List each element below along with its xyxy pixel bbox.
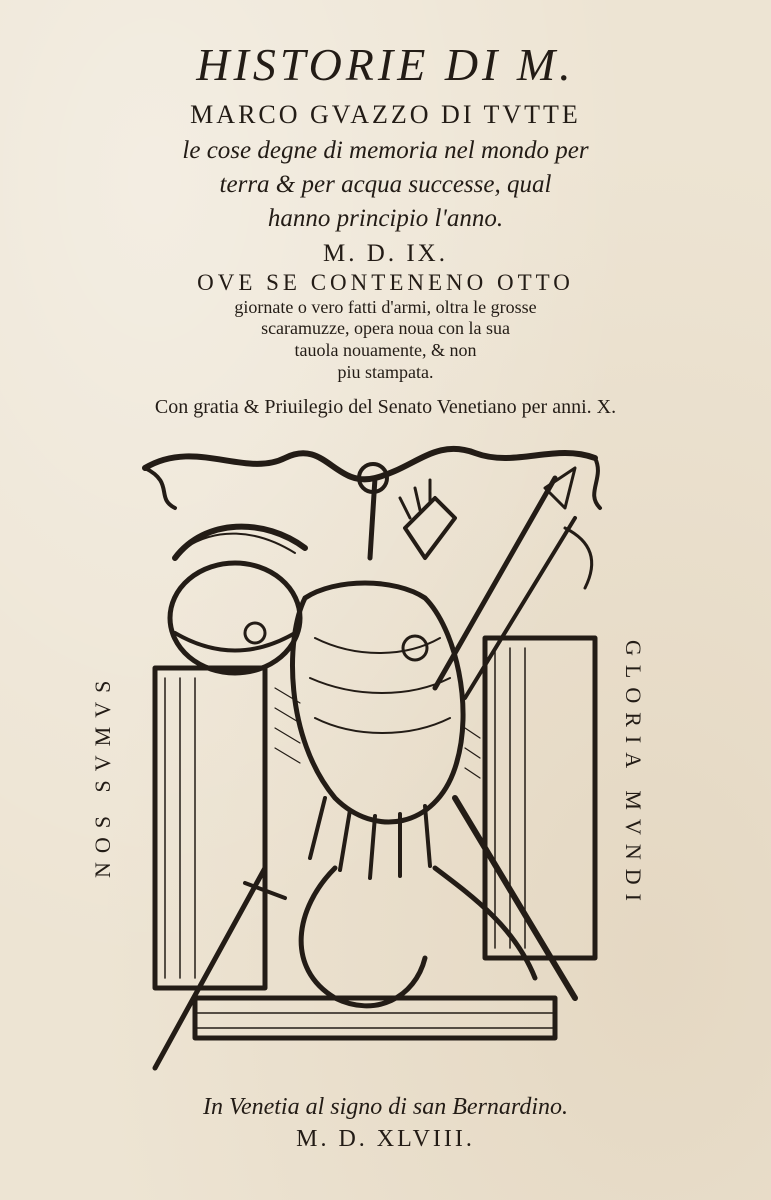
book-right — [485, 638, 595, 958]
subtitle-line-3: scaramuzze, opera noua con la sua — [261, 318, 510, 338]
title-line-2: MARCO GVAZZO DI TVTTE — [190, 100, 581, 129]
helmet — [170, 563, 300, 673]
privilege-line: Con gratia & Priuilegio del Senato Venetiano per anni. X. — [154, 396, 617, 418]
subtitle-line-5: piu stampata. — [337, 362, 434, 382]
title-line-1: HISTORIE DI M. — [196, 39, 575, 90]
title-line-3: le cose degne di memoria nel mondo per — [182, 137, 589, 164]
subtitle-line-4: tauola nouamente, & non — [294, 340, 477, 360]
motto-right — [622, 575, 652, 975]
quiver — [405, 498, 455, 558]
motto-right-text: GLORIA MVNDI — [621, 640, 646, 910]
leg-armour — [301, 868, 425, 1006]
motto-left — [92, 575, 122, 975]
title-line-4: terra & per acqua successe, qual — [219, 171, 552, 198]
imprint-line-1: In Venetia al signo di san Bernardino. — [202, 1094, 569, 1120]
year-line: M. D. IX. — [323, 240, 448, 267]
title-line-5: hanno principio l'anno. — [267, 205, 504, 232]
book-left — [155, 668, 265, 988]
subtitle-line-2: giornate o vero fatti d'armi, oltra le grosse — [234, 297, 537, 317]
woodcut-trophy-illustration — [135, 438, 615, 1078]
imprint-line-2: M. D. XLVIII. — [296, 1126, 475, 1152]
motto-left-text: NOS SVMVS — [90, 671, 115, 879]
subtitle-line-1: OVE SE CONTENENO OTTO — [197, 270, 574, 295]
breastplate — [293, 583, 464, 822]
